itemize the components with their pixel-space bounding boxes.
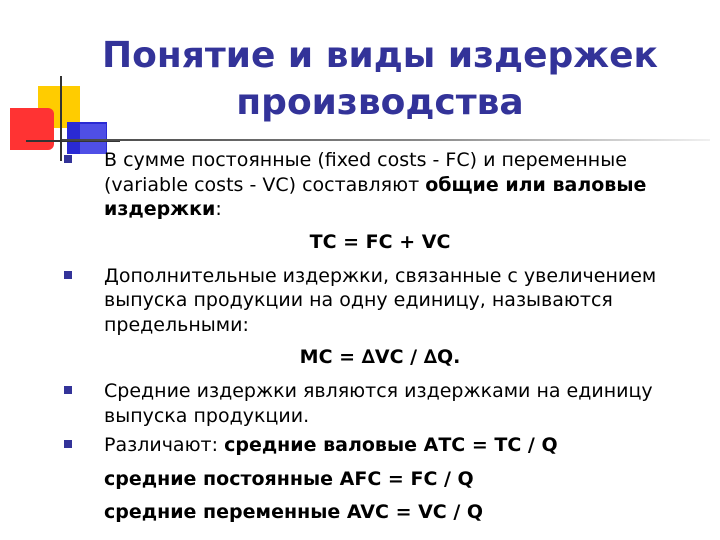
slide-title: Понятие и виды издержек производства [102, 35, 658, 123]
bullet-item-total-costs [60, 148, 700, 222]
bullet-text: Средние издержки являются издержками на единицу выпуска продукции. [104, 380, 653, 427]
bullet-item-average-costs [60, 379, 700, 428]
average-fixed-costs-line: средние постоянные AFC = FC / Q [104, 467, 474, 490]
bullet-text: В сумме постоянные (fixed costs - FC) и переменные (variable costs - VC) составляют [104, 149, 627, 196]
square-bullet-icon [64, 440, 72, 448]
formula-total-costs: TC = FC + VC [309, 230, 451, 253]
bullet-bold-text: средние валовые АТС = ТС / Q [224, 434, 558, 456]
bullet-bold-text: общие или валовые издержки [104, 173, 647, 220]
square-bullet-icon [64, 155, 72, 163]
square-bullet-icon [64, 271, 72, 279]
bullet-item-marginal-costs [60, 264, 700, 338]
square-bullet-icon [64, 386, 72, 394]
bullet-item-distinguish [60, 433, 700, 458]
formula-marginal-costs: MC = ∆VC / ∆Q. [299, 346, 461, 368]
title-divider [62, 139, 710, 141]
bullet-text: Дополнительные издержки, связанные с увеличением выпуска продукции на одну единицу, называются предельными: [104, 264, 657, 336]
decor-red-square [10, 108, 54, 150]
average-variable-costs-line: средние переменные AVC = VC / Q [104, 500, 484, 523]
bullet-text-suffix: : [215, 198, 222, 220]
slide-content [60, 148, 700, 524]
bullet-text: Различают: [104, 434, 225, 456]
